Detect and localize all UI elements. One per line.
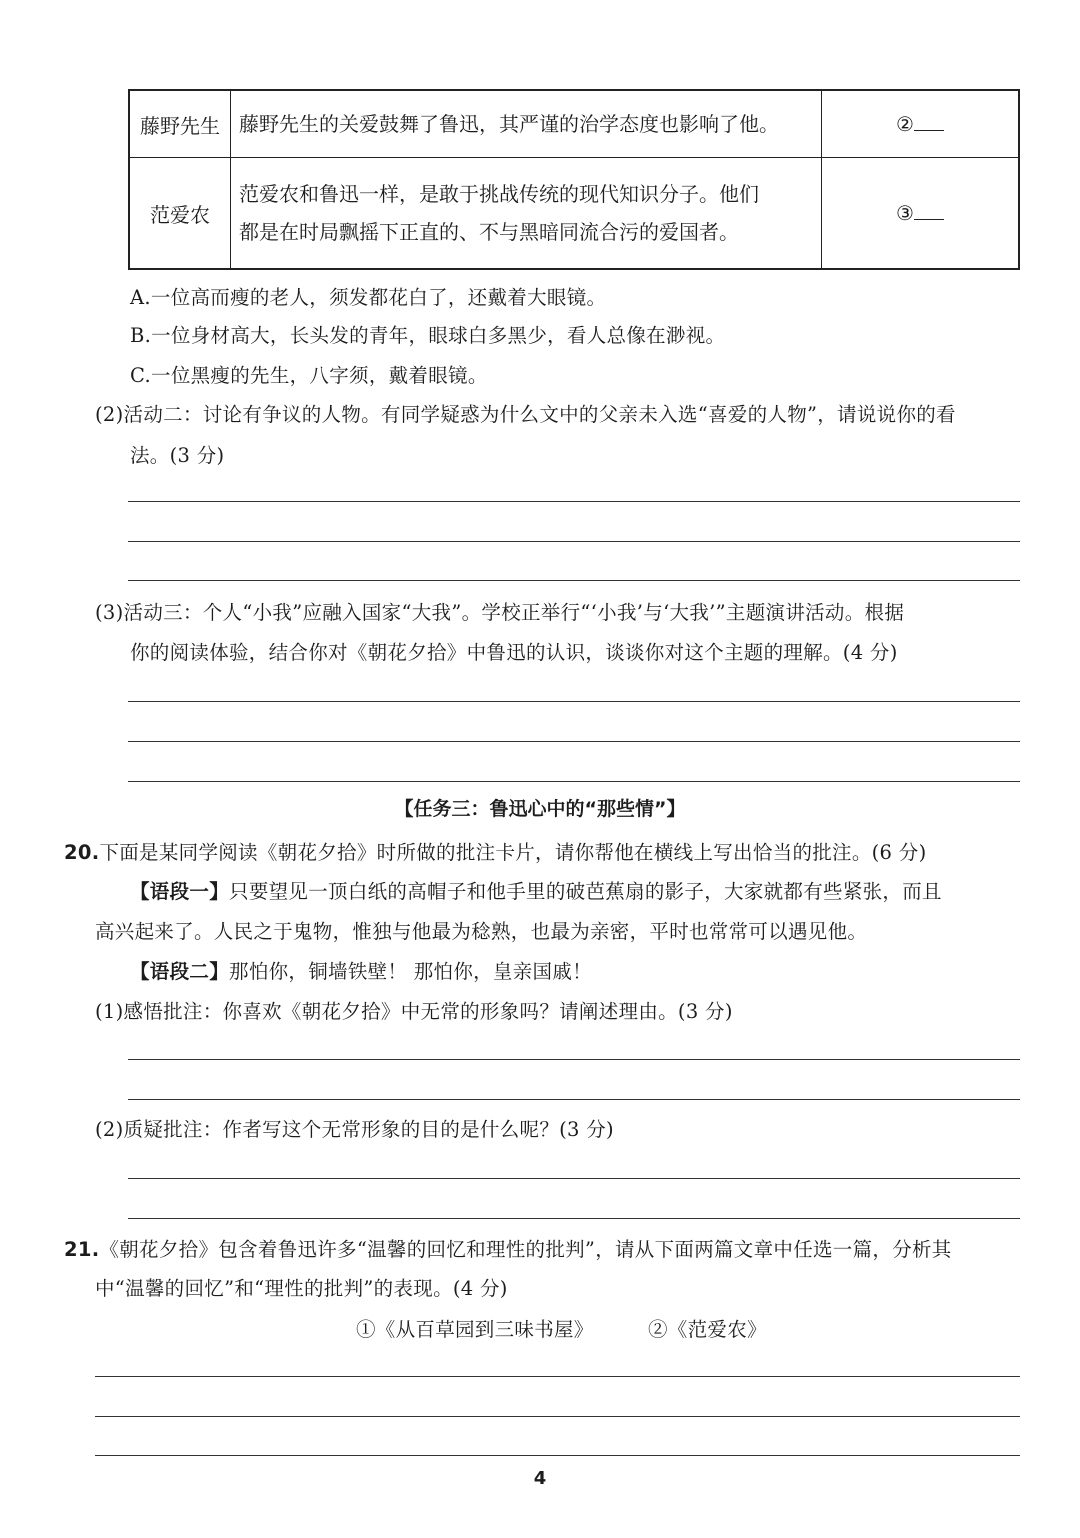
q19-2-prompt-cont: 法。(3 分) bbox=[130, 444, 225, 467]
option-c: C.一位黑瘦的先生，八字须，戴着眼镜。 bbox=[130, 364, 488, 387]
passage-one-cont: 高兴起来了。人民之于鬼物，惟独与他最为稔熟，也最为亲密，平时也常常可以遇见他。 bbox=[95, 920, 868, 943]
answer-line[interactable] bbox=[128, 501, 1020, 502]
q21-stem-cont: 中“温馨的回忆”和“理性的批判”的表现。(4 分) bbox=[95, 1277, 508, 1300]
answer-line[interactable] bbox=[95, 1376, 1020, 1377]
answer-line[interactable] bbox=[95, 1416, 1020, 1417]
table-row bbox=[129, 90, 1019, 158]
answer-line[interactable] bbox=[128, 781, 1020, 782]
page-number: 4 bbox=[533, 1468, 547, 1489]
q20-stem: 20.下面是某同学阅读《朝花夕拾》时所做的批注卡片，请你帮他在横线上写出恰当的批注。(6 分) bbox=[64, 841, 927, 864]
answer-cell[interactable]: ② bbox=[822, 90, 1020, 158]
table-row bbox=[129, 158, 1019, 270]
q20-1-prompt: (1)感悟批注：你喜欢《朝花夕拾》中无常的形象吗？请阐述理由。(3 分) bbox=[95, 1000, 733, 1023]
q19-2-prompt: (2)活动二：讨论有争议的人物。有同学疑惑为什么文中的父亲未入选“喜爱的人物”，请说说你的看 bbox=[95, 403, 956, 426]
answer-line[interactable] bbox=[128, 1178, 1020, 1179]
article-choice-two: ②《范爱农》 bbox=[648, 1318, 767, 1341]
character-description: 藤野先生的关爱鼓舞了鲁迅，其严谨的治学态度也影响了他。 bbox=[231, 90, 822, 158]
q21-stem: 21.《朝花夕拾》包含着鲁迅许多“温馨的回忆和理性的批判”，请从下面两篇文章中任选一篇，分析其 bbox=[64, 1238, 952, 1261]
question-number: 20. bbox=[64, 841, 100, 864]
q20-2-prompt: (2)质疑批注：作者写这个无常形象的目的是什么呢？(3 分) bbox=[95, 1118, 614, 1141]
q19-3-prompt: (3)活动三：个人“小我”应融入国家“大我”。学校正举行“‘小我’与‘大我’”主题演讲活动。根据 bbox=[95, 601, 905, 624]
option-a: A.一位高而瘦的老人，须发都花白了，还戴着大眼镜。 bbox=[130, 286, 607, 309]
answer-line[interactable] bbox=[128, 1099, 1020, 1100]
answer-line[interactable] bbox=[128, 1059, 1020, 1060]
article-choice-one: ①《从百草园到三味书屋》 bbox=[356, 1318, 594, 1341]
passage-two-tag: 【语段二】 bbox=[130, 960, 230, 983]
q19-3-prompt-cont: 你的阅读体验，结合你对《朝花夕拾》中鲁迅的认识，谈谈你对这个主题的理解。(4 分) bbox=[130, 641, 898, 664]
passage-one-tag: 【语段一】 bbox=[130, 880, 230, 903]
answer-line[interactable] bbox=[128, 701, 1020, 702]
character-table bbox=[128, 89, 1020, 270]
passage-one: 【语段一】只要望见一顶白纸的高帽子和他手里的破芭蕉扇的影子，大家就都有些紧张，而且 bbox=[130, 880, 942, 903]
answer-line[interactable] bbox=[128, 1218, 1020, 1219]
option-b: B.一位身材高大，长头发的青年，眼球白多黑少，看人总像在渺视。 bbox=[130, 324, 726, 347]
task-three-heading: 【任务三：鲁迅心中的“那些情”】 bbox=[394, 798, 686, 820]
character-name: 藤野先生 bbox=[129, 90, 231, 158]
character-name: 范爱农 bbox=[129, 158, 231, 270]
answer-line[interactable] bbox=[128, 541, 1020, 542]
answer-cell[interactable]: ③ bbox=[822, 158, 1020, 270]
answer-line[interactable] bbox=[128, 741, 1020, 742]
passage-two: 【语段二】那怕你，铜墙铁壁！ 那怕你，皇亲国戚！ bbox=[130, 960, 592, 983]
character-description: 范爱农和鲁迅一样，是敢于挑战传统的现代知识分子。他们 都是在时局飘摇下正直的、不与黑暗同流合污的爱国者。 bbox=[231, 158, 822, 270]
question-number: 21. bbox=[64, 1238, 100, 1261]
answer-line[interactable] bbox=[128, 580, 1020, 581]
answer-line[interactable] bbox=[95, 1455, 1020, 1456]
